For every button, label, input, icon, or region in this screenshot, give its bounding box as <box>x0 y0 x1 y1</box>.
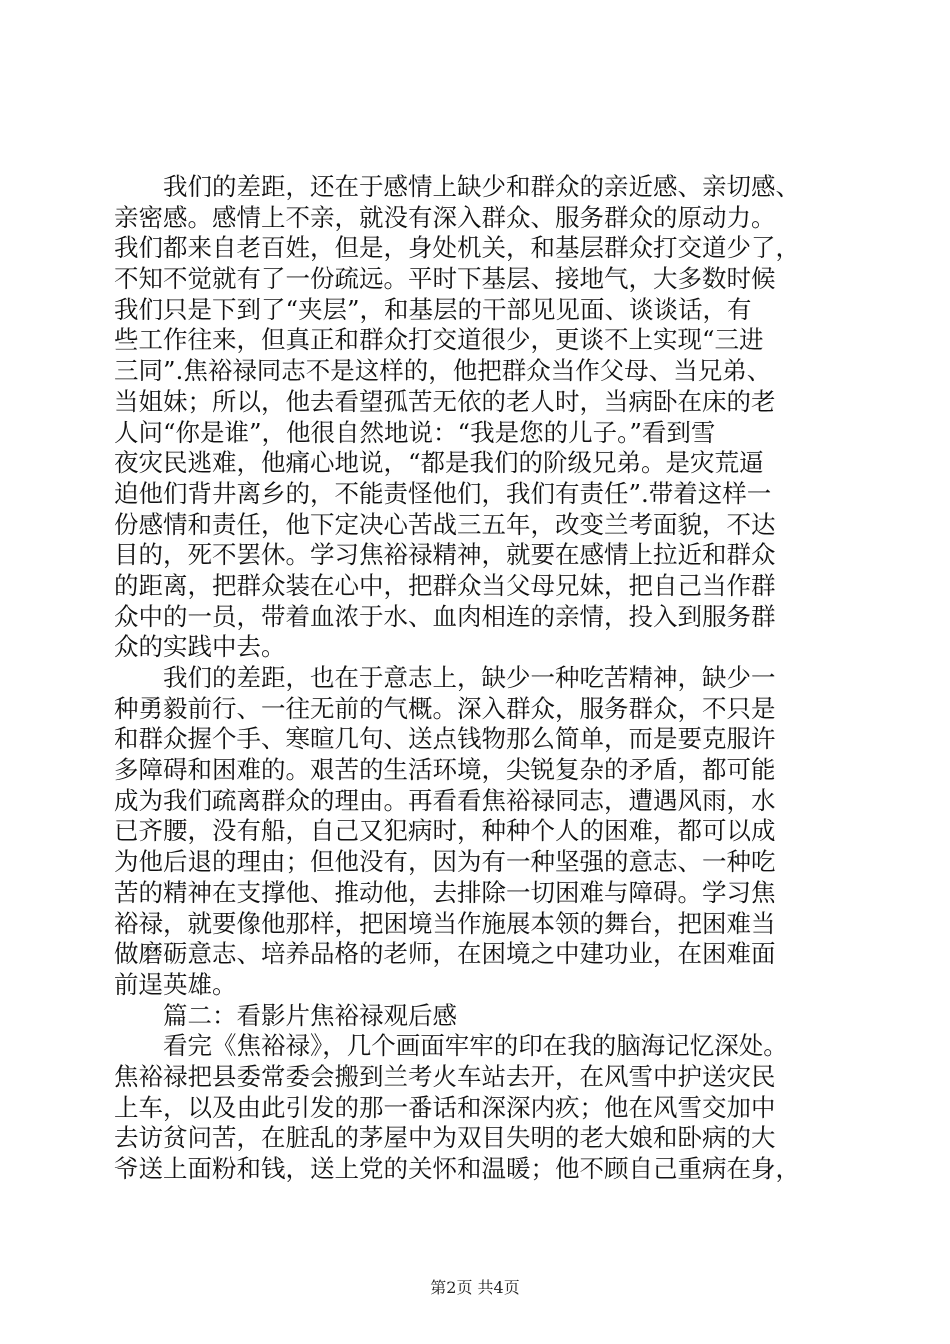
text-line: 已齐腰，没有船，自己又犯病时，种种个人的困难，都可以成 <box>114 816 776 846</box>
text-line: 迫他们背井离乡的，不能责怪他们，我们有责任”.带着这样一 <box>114 478 772 508</box>
text-line: 不知不觉就有了一份疏远。平时下基层、接地气，大多数时候 <box>114 264 776 294</box>
text-line: 为他后退的理由；但他没有，因为有一种坚强的意志、一种吃 <box>114 847 776 877</box>
text-line: 爷送上面粉和钱，送上党的关怀和温暖；他不顾自己重病在身， <box>114 1154 800 1183</box>
text-line: 目的，死不罢休。学习焦裕禄精神，就要在感情上拉近和群众 <box>114 540 776 570</box>
text-line: 我们的差距，还在于感情上缺少和群众的亲近感、亲切感、 <box>163 172 800 201</box>
text-line: 焦裕禄把县委常委会搬到兰考火车站去开，在风雪中护送灾民 <box>114 1061 776 1091</box>
document-body <box>114 172 854 1185</box>
text-line: 人问“你是谁”，他很自然地说：“我是您的儿子。”看到雪 <box>114 417 716 447</box>
page-footer: 第2页 共4页 <box>430 1278 520 1297</box>
text-line: 的距离，把群众装在心中，把群众当父母兄妹，把自己当作群 <box>114 570 776 600</box>
text-line: 夜灾民逃难，他痛心地说，“都是我们的阶级兄弟。是灾荒逼 <box>114 448 764 478</box>
text-line: 我们的差距，也在于意志上，缺少一种吃苦精神，缺少一 <box>163 663 776 692</box>
text-line: 苦的精神在支撑他、推动他，去排除一切困难与障碍。学习焦 <box>114 877 776 907</box>
text-line: 亲密感。感情上不亲，就没有深入群众、服务群众的原动力。 <box>114 202 776 232</box>
text-line: 众的实践中去。 <box>114 632 286 662</box>
text-line: 篇二：看影片焦裕禄观后感 <box>163 1000 457 1030</box>
text-line: 份感情和责任，他下定决心苦战三五年，改变兰考面貌，不达 <box>114 509 776 539</box>
text-line: 种勇毅前行、一往无前的气概。深入群众，服务群众，不只是 <box>114 693 776 723</box>
text-line: 去访贫问苦，在脏乱的茅屋中为双目失明的老大娘和卧病的大 <box>114 1123 776 1153</box>
text-line: 裕禄，就要像他那样，把困境当作施展本领的舞台，把困难当 <box>114 908 776 938</box>
text-line: 我们都来自老百姓，但是，身处机关，和基层群众打交道少了， <box>114 233 800 263</box>
text-line: 看完《焦裕禄》，几个画面牢牢的印在我的脑海记忆深处。 <box>163 1031 788 1061</box>
text-line: 当姐妹；所以，他去看望孤苦无依的老人时，当病卧在床的老 <box>114 386 776 416</box>
text-line: 前逞英雄。 <box>114 969 237 999</box>
text-line: 多障碍和困难的。艰苦的生活环境，尖锐复杂的矛盾，都可能 <box>114 755 776 785</box>
text-line: 众中的一员，带着血浓于水、血肉相连的亲情，投入到服务群 <box>114 601 776 631</box>
text-line: 我们只是下到了“夹层”，和基层的干部见见面、谈谈话，有 <box>114 294 752 324</box>
text-line: 成为我们疏离群众的理由。再看看焦裕禄同志，遭遇风雨，水 <box>114 785 776 815</box>
text-line: 三同”.焦裕禄同志不是这样的，他把群众当作父母、当兄弟、 <box>114 356 772 386</box>
text-line: 上车，以及由此引发的那一番话和深深内疚；他在风雪交加中 <box>114 1092 776 1122</box>
text-line: 做磨砺意志、培养品格的老师，在困境之中建功业，在困难面 <box>114 939 776 969</box>
text-line: 些工作往来，但真正和群众打交道很少，更谈不上实现“三进 <box>114 325 764 355</box>
text-line: 和群众握个手、寒暄几句、送点钱物那么简单，而是要克服许 <box>114 724 776 754</box>
